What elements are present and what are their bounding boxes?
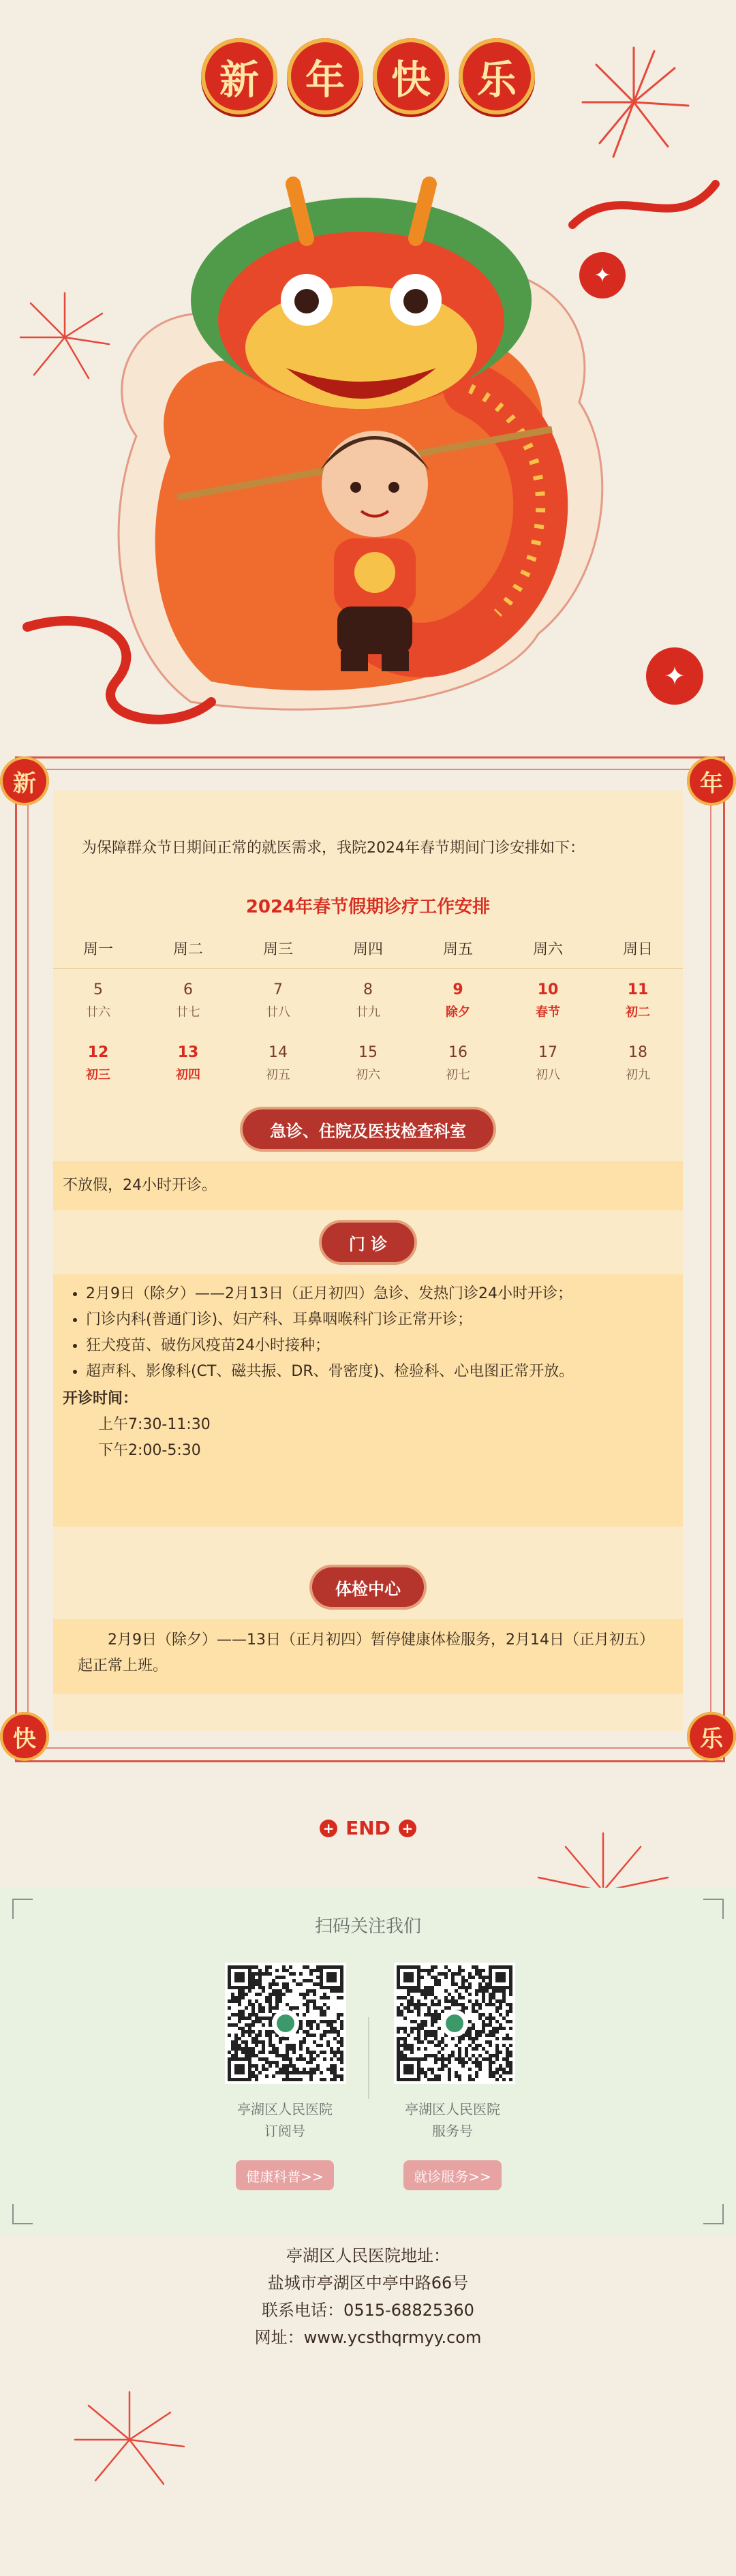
qr-card-service [394, 1963, 514, 2084]
section-tag-checkup: 体检中心 [312, 1567, 424, 1607]
calendar-day-number: 12 [87, 1044, 109, 1061]
calendar-day-number: 16 [448, 1044, 467, 1061]
plus-icon: + [320, 1820, 337, 1837]
calendar-lunar-date: 初二 [626, 1005, 650, 1019]
weekday-label: 周三 [262, 941, 293, 958]
footer [0, 2242, 736, 2351]
qr-code [394, 1963, 515, 2084]
weekday-label: 周一 [82, 941, 113, 958]
qr-card-subscription [225, 1963, 345, 2084]
list-item: • 门诊内科(普通门诊)、妇产科、耳鼻咽喉科门诊正常开诊； [86, 1307, 669, 1333]
health-science-button[interactable]: 健康科普>> [236, 2160, 334, 2190]
calendar-lunar-date: 初五 [266, 1068, 290, 1082]
outpatient-list [63, 1281, 669, 1385]
qr-section-title: 扫码关注我们 [314, 1916, 421, 1937]
sparkle-icon: ✦ [579, 252, 626, 298]
calendar-lunar-date: 初三 [86, 1068, 110, 1082]
calendar-day-number: 10 [537, 981, 559, 998]
qr-code [225, 1963, 346, 2084]
address: 盐城市亭湖区中亭中路66号 [267, 2273, 469, 2293]
calendar-day [593, 969, 683, 1032]
calendar-day-number: 17 [538, 1044, 557, 1061]
calendar-day [143, 1032, 233, 1094]
calendar-day [233, 1032, 323, 1094]
firework-icon [532, 1820, 675, 1895]
calendar-week [53, 969, 683, 1032]
qr-card-type: 服务号 [432, 2123, 473, 2139]
calendar-day [593, 1032, 683, 1094]
calendar-lunar-date: 除夕 [446, 1005, 470, 1019]
calendar-day-number: 13 [177, 1044, 199, 1061]
calendar [53, 932, 683, 1094]
calendar-day [53, 969, 143, 1032]
calendar-day [413, 1032, 503, 1094]
calendar-day-number: 14 [269, 1044, 288, 1061]
calendar-lunar-date: 廿九 [356, 1005, 380, 1019]
calendar-day-number: 5 [93, 981, 103, 998]
weekday-label: 周四 [352, 941, 383, 958]
list-item: • 狂犬疫苗、破伤风疫苗24小时接种； [86, 1333, 669, 1359]
address-label: 亭湖区人民医院地址： [286, 2246, 450, 2265]
calendar-header [53, 932, 683, 969]
section-tag-outpatient: 门 诊 [322, 1223, 414, 1262]
hours-afternoon: 下午2:00-5:30 [98, 1442, 201, 1459]
corner-bracket [12, 2204, 33, 2224]
firework-icon [68, 2385, 191, 2494]
qr-card-name: 亭湖区人民医院 [237, 2101, 333, 2117]
medical-service-button[interactable]: 就诊服务>> [403, 2160, 502, 2190]
intro-text: 为保障群众节日期间正常的就医需求，我院2024年春节期间门诊安排如下： [82, 840, 585, 857]
ribbon-decoration [14, 600, 218, 750]
calendar-lunar-date: 初六 [356, 1068, 380, 1082]
calendar-day-number: 7 [273, 981, 283, 998]
end-label: END [346, 1817, 390, 1839]
corner-bracket [703, 2204, 724, 2224]
corner-badge: 快 [0, 1712, 49, 1761]
calendar-lunar-date: 廿七 [176, 1005, 200, 1019]
calendar-day [323, 1032, 413, 1094]
hours-label: 开诊时间： [63, 1390, 138, 1407]
website[interactable]: 网址：www.ycsthqrmyy.com [254, 2328, 482, 2347]
calendar-lunar-date: 初七 [446, 1068, 470, 1082]
schedule-title: 2024年春节假期诊疗工作安排 [245, 897, 491, 917]
calendar-day [503, 969, 593, 1032]
corner-badge: 乐 [687, 1712, 736, 1761]
ribbon-decoration [566, 157, 722, 245]
hours-morning: 上午7:30-11:30 [98, 1416, 211, 1433]
weekday-label: 周日 [622, 941, 653, 958]
calendar-lunar-date: 廿六 [86, 1005, 110, 1019]
calendar-day-number: 18 [628, 1044, 647, 1061]
title-char: 快 [373, 38, 449, 114]
calendar-day-number: 15 [358, 1044, 378, 1061]
weekday-label: 周二 [172, 941, 203, 958]
corner-badge: 新 [0, 756, 49, 806]
divider [368, 2017, 369, 2099]
corner-badge: 年 [687, 756, 736, 806]
calendar-day [323, 969, 413, 1032]
title-char: 乐 [459, 38, 535, 114]
emergency-text: 不放假，24小时开诊。 [53, 1161, 683, 1210]
title-char: 新 [201, 38, 277, 114]
section-tag-emergency: 急诊、住院及医技检查科室 [243, 1109, 493, 1149]
qr-card-name: 亭湖区人民医院 [405, 2101, 500, 2117]
sparkle-icon: ✦ [646, 647, 703, 705]
qr-card-type: 订阅号 [264, 2123, 305, 2139]
calendar-lunar-date: 初八 [536, 1068, 560, 1082]
calendar-day-number: 8 [363, 981, 373, 998]
plus-icon: + [399, 1820, 416, 1837]
calendar-week [53, 1032, 683, 1094]
qr-section [0, 1888, 736, 2235]
calendar-lunar-date: 初九 [626, 1068, 650, 1082]
calendar-day [503, 1032, 593, 1094]
weekday-label: 周六 [532, 941, 563, 958]
calendar-lunar-date: 廿八 [266, 1005, 290, 1019]
calendar-day-number: 11 [627, 981, 649, 998]
outpatient-box [53, 1274, 683, 1527]
calendar-day [413, 969, 503, 1032]
calendar-day-number: 9 [453, 981, 463, 998]
calendar-lunar-date: 春节 [536, 1005, 560, 1019]
weekday-label: 周五 [442, 941, 473, 958]
checkup-text: 2月9日（除夕）——13日（正月初四）暂停健康体检服务，2月14日（正月初五）起正常上班。 [53, 1619, 683, 1694]
title-char: 年 [287, 38, 363, 114]
calendar-day [143, 969, 233, 1032]
calendar-day-number: 6 [183, 981, 193, 998]
phone[interactable]: 联系电话：0515-68825360 [262, 2301, 474, 2320]
calendar-day [233, 969, 323, 1032]
list-item: • 超声科、影像科(CT、磁共振、DR、骨密度)、检验科、心电图正常开放。 [86, 1359, 669, 1385]
calendar-day [53, 1032, 143, 1094]
calendar-lunar-date: 初四 [176, 1068, 200, 1082]
list-item: • 2月9日（除夕）——2月13日（正月初四）急诊、发热门诊24小时开诊； [86, 1281, 669, 1307]
